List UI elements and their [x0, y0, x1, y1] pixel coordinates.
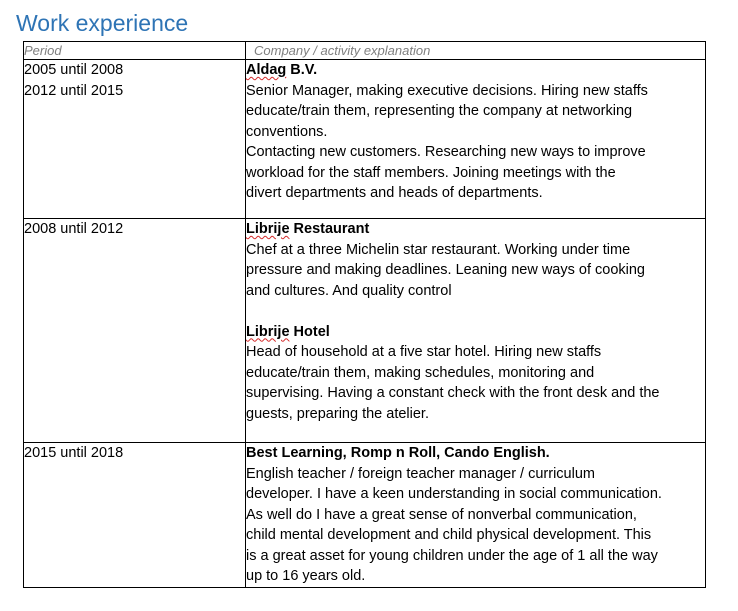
description-cell	[246, 60, 706, 219]
description-line: and cultures. And quality control	[246, 282, 452, 299]
description-line: Head of household at a five star hotel. Hiring new staffs	[246, 344, 602, 360]
section-heading: Work experience	[16, 10, 189, 36]
description-line: As well do I have a great sense of nonverbal communication,	[246, 506, 637, 523]
table-row	[24, 60, 706, 219]
company-name: Best Learning, Romp n Roll, Cando English.	[246, 445, 550, 461]
spellcheck-word: Librije	[246, 221, 290, 237]
description-line: conventions.	[246, 123, 328, 140]
description-line: is a great asset for young children under the age of 1 all the way	[246, 547, 658, 564]
description-column-header: Company / activity explanation	[246, 42, 706, 60]
period-cell	[24, 443, 246, 588]
table-row	[24, 219, 706, 443]
period-text: 2005 until 2008	[24, 62, 124, 78]
description-line: guests, preparing the atelier.	[246, 405, 429, 422]
company-name: Aldag B.V.	[246, 62, 318, 78]
description-line: pressure and making deadlines. Leaning new ways of cooking	[246, 262, 645, 278]
period-cell	[24, 219, 246, 443]
table-row	[24, 443, 706, 588]
description-line: educate/train them, making schedules, monitoring and	[246, 364, 595, 381]
company-name: Librije Restaurant	[246, 221, 370, 237]
description-line: Contacting new customers. Researching new ways to improve	[246, 144, 646, 160]
description-line: supervising. Having a constant check with the front desk and the	[246, 385, 660, 401]
description-line: child mental development and child physical development. This	[246, 527, 652, 543]
period-text: 2012 until 2015	[24, 82, 124, 99]
paragraph-gap	[246, 301, 705, 322]
description-line: Senior Manager, making executive decisions. Hiring new staffs	[246, 82, 648, 99]
table-header-row	[24, 42, 706, 60]
description-line: Chef at a three Michelin star restaurant. Working under time	[246, 241, 631, 258]
description-line: up to 16 years old.	[246, 568, 366, 584]
description-line: divert departments and heads of departments.	[246, 185, 543, 201]
company-name: Librije Hotel	[246, 323, 330, 340]
description-line: educate/train them, representing the company at networking	[246, 103, 633, 119]
description-line: workload for the staff members. Joining meetings with the	[246, 164, 616, 181]
period-text: 2008 until 2012	[24, 221, 124, 237]
period-text: 2015 until 2018	[24, 445, 124, 461]
description-line: developer. I have a keen understanding in social communication.	[246, 486, 662, 502]
spellcheck-word: Librije	[246, 323, 290, 340]
description-cell	[246, 443, 706, 588]
work-experience-table	[23, 41, 706, 588]
spellcheck-word: Aldag	[246, 62, 287, 78]
period-column-header: Period	[24, 42, 246, 60]
description-cell	[246, 219, 706, 443]
period-cell	[24, 60, 246, 219]
description-line: English teacher / foreign teacher manager / curriculum	[246, 465, 595, 482]
